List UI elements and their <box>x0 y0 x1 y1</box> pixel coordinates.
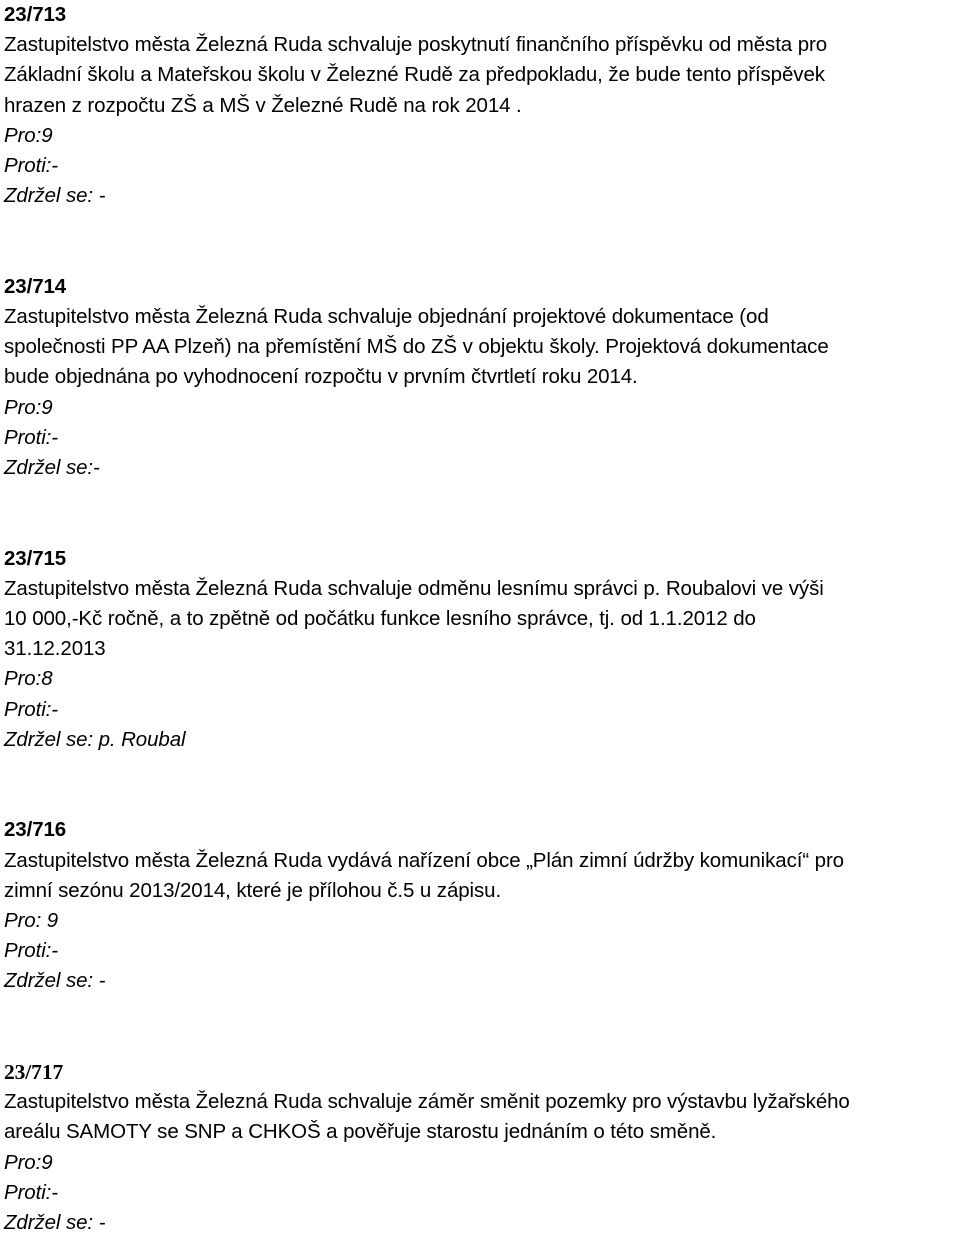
vote-proti: Proti:- <box>4 697 58 721</box>
section-spacer <box>4 483 958 543</box>
section-spacer <box>4 997 958 1057</box>
vote-pro: Pro:9 <box>4 1150 53 1174</box>
resolution-23-714 <box>4 272 958 483</box>
vote-zdrzel: Zdržel se: - <box>4 1211 106 1235</box>
vote-pro: Pro:9 <box>4 395 53 419</box>
vote-zdrzel: Zdržel se: - <box>4 969 106 993</box>
vote-zdrzel: Zdržel se: p. Roubal <box>4 727 186 751</box>
section-spacer <box>4 755 958 815</box>
resolution-text-line: hrazen z rozpočtu ZŠ a MŠ v Železné Rudě na rok 2014 . <box>4 93 522 117</box>
resolution-23-715 <box>4 544 958 755</box>
resolution-23-713 <box>4 0 958 211</box>
resolution-text-line: Zastupitelstvo města Železná Ruda schvaluje objednání projektové dokumentace (od <box>4 305 769 329</box>
resolution-number: 23/717 <box>4 1060 64 1085</box>
resolution-number: 23/714 <box>4 274 67 298</box>
resolution-text-line: 31.12.2013 <box>4 637 106 661</box>
resolution-text-line: společnosti PP AA Plzeň) na přemístění MŠ do ZŠ v objektu školy. Projektová dokumentace <box>4 335 829 359</box>
document-page <box>4 0 958 1238</box>
vote-proti: Proti:- <box>4 939 58 963</box>
resolution-text-line: Zastupitelstvo města Železná Ruda schvaluje záměr směnit pozemky pro výstavbu lyžařského <box>4 1090 850 1114</box>
vote-zdrzel: Zdržel se: - <box>4 184 106 208</box>
resolution-text-line: Základní školu a Mateřskou školu v Železné Rudě za předpokladu, že bude tento příspěvek <box>4 63 825 87</box>
resolution-text-line: areálu SAMOTY se SNP a CHKOŠ a pověřuje starostu jednáním o této směně. <box>4 1120 717 1144</box>
vote-zdrzel: Zdržel se:- <box>4 456 100 480</box>
resolution-number: 23/716 <box>4 818 67 842</box>
resolution-text-line: Zastupitelstvo města Železná Ruda vydává nařízení obce „Plán zimní údržby komunikací“ pro <box>4 848 844 872</box>
vote-proti: Proti:- <box>4 425 58 449</box>
vote-pro: Pro:9 <box>4 123 53 147</box>
resolution-text-line: 10 000,-Kč ročně, a to zpětně od počátku funkce lesního správce, tj. od 1.1.2012 do <box>4 607 756 631</box>
resolution-number: 23/715 <box>4 546 67 570</box>
resolution-23-716 <box>4 815 958 996</box>
vote-proti: Proti:- <box>4 154 58 178</box>
resolution-text-line: Zastupitelstvo města Železná Ruda schvaluje poskytnutí finančního příspěvku od města pro <box>4 33 828 57</box>
resolution-text-line: bude objednána po vyhodnocení rozpočtu v prvním čtvrtletí roku 2014. <box>4 365 638 389</box>
section-spacer <box>4 211 958 271</box>
vote-pro: Pro:8 <box>4 667 53 691</box>
vote-pro: Pro: 9 <box>4 909 59 933</box>
resolution-23-717 <box>4 1057 958 1238</box>
resolution-text-line: Zastupitelstvo města Železná Ruda schvaluje odměnu lesnímu správci p. Roubalovi ve výši <box>4 576 824 600</box>
vote-proti: Proti:- <box>4 1180 58 1204</box>
resolution-number: 23/713 <box>4 3 67 26</box>
resolution-text-line: zimní sezónu 2013/2014, které je přílohou č.5 u zápisu. <box>4 878 502 902</box>
